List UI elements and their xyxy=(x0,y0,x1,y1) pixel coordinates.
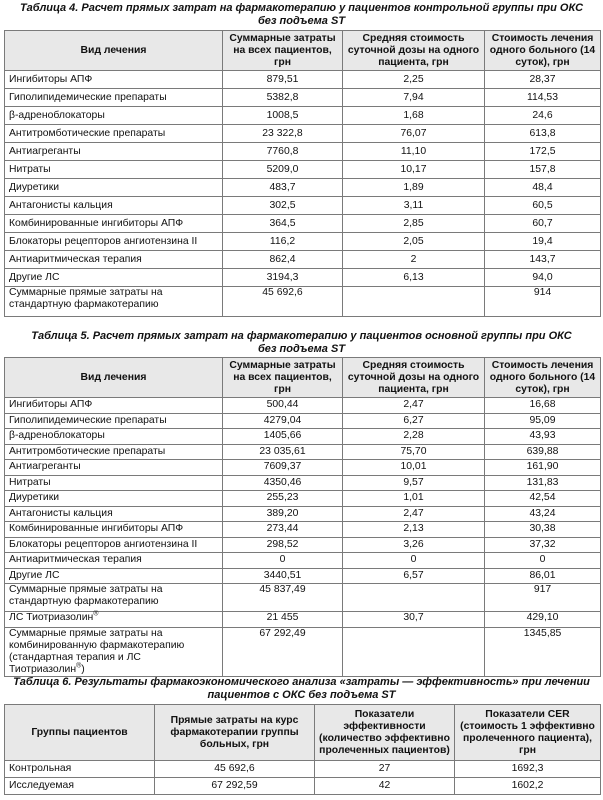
table4-cell-total: 1008,5 xyxy=(223,107,343,125)
table4-summary-row xyxy=(5,287,601,317)
table4-row xyxy=(5,197,601,215)
table6-cell-cost: 45 692,6 xyxy=(155,761,315,778)
table5-cell-treatment: Антиаритмическая терапия xyxy=(5,553,223,569)
table5-summary-total: 45 837,49 xyxy=(223,584,343,612)
table4-cell-total: 7760,8 xyxy=(223,143,343,161)
table5-cell-daily: 9,57 xyxy=(343,475,485,491)
table5-cell-total: 3440,51 xyxy=(223,568,343,584)
table5-cell-total: 1405,66 xyxy=(223,429,343,445)
table6-row xyxy=(5,761,601,778)
table5-cell-treatment: Гиполипидемические препараты xyxy=(5,413,223,429)
table5-cell-daily: 2,47 xyxy=(343,506,485,522)
table5-tiotriazolin-summary-total: 21 455 xyxy=(223,612,343,628)
table5-row xyxy=(5,398,601,414)
table4-cell-total: 483,7 xyxy=(223,179,343,197)
table4-cell-course: 24,6 xyxy=(485,107,601,125)
table4-cell-course: 613,8 xyxy=(485,125,601,143)
table4-cell-daily: 2,05 xyxy=(343,233,485,251)
table5-cell-total: 389,20 xyxy=(223,506,343,522)
table5-cell-course: 37,32 xyxy=(485,537,601,553)
table4-row xyxy=(5,233,601,251)
table5-cell-daily: 2,47 xyxy=(343,398,485,414)
table5-cell-total: 255,23 xyxy=(223,491,343,507)
table4-cell-course: 19,4 xyxy=(485,233,601,251)
table4-cell-daily: 6,13 xyxy=(343,269,485,287)
table5-cell-total: 500,44 xyxy=(223,398,343,414)
table4-summary-total: 45 692,6 xyxy=(223,287,343,317)
table5-combined-summary-label xyxy=(5,628,223,677)
table6-header-efficiency: Показатели эффективности (количество эффективно пролеченных пациентов) xyxy=(315,705,455,761)
table5-summary-label xyxy=(5,584,223,612)
table5-header-course: Стоимость лечения одного больного (14 суток), грн xyxy=(485,358,601,398)
registered-mark: ® xyxy=(76,662,82,670)
table4-cell-total: 3194,3 xyxy=(223,269,343,287)
table5-tiotriazolin-summary-daily: 30,7 xyxy=(343,612,485,628)
table5-tiotriazolin-summary-label-text: ЛС Тиотриазолин xyxy=(9,612,94,623)
table4-summary-label xyxy=(5,287,223,317)
table5-row xyxy=(5,491,601,507)
table6-row xyxy=(5,778,601,795)
table4-cell-treatment: Антиаритмическая терапия xyxy=(5,251,223,269)
table4-cell-treatment: Комбинированные ингибиторы АПФ xyxy=(5,215,223,233)
table5-cell-course: 16,68 xyxy=(485,398,601,414)
table4-summary-label-text: Суммарные прямые затраты на стандартную фармакотерапию xyxy=(9,287,163,310)
table6-cell-efficiency: 27 xyxy=(315,761,455,778)
table4-row xyxy=(5,143,601,161)
table5-caption-line2: без подъема ST xyxy=(257,343,346,355)
table4-caption-line2: без подъема ST xyxy=(257,15,346,27)
table4-header-daily: Средняя стоимость суточной дозы на одного пациента, грн xyxy=(343,31,485,71)
table5-cell-daily: 2,28 xyxy=(343,429,485,445)
table5-tiotriazolin-summary-label xyxy=(5,612,223,628)
table5-cell-treatment: Антагонисты кальция xyxy=(5,506,223,522)
table5-cell-total: 0 xyxy=(223,553,343,569)
table5-row xyxy=(5,506,601,522)
table4-header-course: Стоимость лечения одного больного (14 суток), грн xyxy=(485,31,601,71)
table5-row xyxy=(5,460,601,476)
table5-cell-daily: 6,27 xyxy=(343,413,485,429)
table5-cell-course: 95,09 xyxy=(485,413,601,429)
table4-cell-daily: 3,11 xyxy=(343,197,485,215)
table4-row xyxy=(5,215,601,233)
table5-summary-label-text: Суммарные прямые затраты на стандартную фармакотерапию xyxy=(9,584,163,607)
table4-row xyxy=(5,269,601,287)
table5-cell-treatment: Комбинированные ингибиторы АПФ xyxy=(5,522,223,538)
table5-cell-total: 23 035,61 xyxy=(223,444,343,460)
table4-cell-course: 94,0 xyxy=(485,269,601,287)
table6-cell-efficiency: 42 xyxy=(315,778,455,795)
table5-row xyxy=(5,413,601,429)
table4-cell-treatment: Диуретики xyxy=(5,179,223,197)
table4-cell-daily: 1,68 xyxy=(343,107,485,125)
table5-cell-daily: 75,70 xyxy=(343,444,485,460)
table4-row xyxy=(5,161,601,179)
table5-row xyxy=(5,553,601,569)
table4-cell-daily: 10,17 xyxy=(343,161,485,179)
table6-cell-cer: 1692,3 xyxy=(455,761,601,778)
table4-cell-treatment: Антиагреганты xyxy=(5,143,223,161)
table5-cell-treatment: Другие ЛС xyxy=(5,568,223,584)
table5-combined-summary-label-text: Суммарные прямые затраты на комбинированную фармакотерапию (стандартная терапия и ЛС Тиотриазолин xyxy=(9,628,185,675)
table5-cell-total: 4350,46 xyxy=(223,475,343,491)
table5-header-treatment: Вид лечения xyxy=(5,358,223,398)
table5-row xyxy=(5,444,601,460)
table5-cell-daily: 1,01 xyxy=(343,491,485,507)
table5-cell-daily: 2,13 xyxy=(343,522,485,538)
table6-caption-line2: пациентов с ОКС без подъема ST xyxy=(207,689,396,701)
table5-cell-treatment: Антиагреганты xyxy=(5,460,223,476)
table5-tiotriazolin-summary-course: 429,10 xyxy=(485,612,601,628)
table4-cell-course: 157,8 xyxy=(485,161,601,179)
table4-cell-treatment: β-адреноблокаторы xyxy=(5,107,223,125)
table5-row xyxy=(5,475,601,491)
table4-cell-daily: 76,07 xyxy=(343,125,485,143)
table4-row xyxy=(5,89,601,107)
table4-header-total: Суммарные затраты на всех пациентов, грн xyxy=(223,31,343,71)
table5 xyxy=(4,357,601,677)
table5-caption xyxy=(0,330,603,356)
table5-cell-course: 161,90 xyxy=(485,460,601,476)
table5-combined-summary-course: 1345,85 xyxy=(485,628,601,677)
table4-cell-treatment: Нитраты xyxy=(5,161,223,179)
table5-cell-course: 42,54 xyxy=(485,491,601,507)
table4-cell-total: 302,5 xyxy=(223,197,343,215)
table6 xyxy=(4,704,601,795)
table4-row xyxy=(5,71,601,89)
table5-cell-course: 86,01 xyxy=(485,568,601,584)
table4-cell-course: 60,5 xyxy=(485,197,601,215)
table4-cell-treatment: Гиполипидемические препараты xyxy=(5,89,223,107)
table6-cell-cer: 1602,2 xyxy=(455,778,601,795)
table5-cell-total: 7609,37 xyxy=(223,460,343,476)
table5-caption-line1: Таблица 5. Расчет прямых затрат на фармакотерапию у пациентов основной группы при ОКС xyxy=(31,330,572,342)
table4-cell-daily: 2,25 xyxy=(343,71,485,89)
table5-header-daily: Средняя стоимость суточной дозы на одного пациента, грн xyxy=(343,358,485,398)
table4-header-treatment: Вид лечения xyxy=(5,31,223,71)
table5-cell-course: 639,88 xyxy=(485,444,601,460)
table5-header-row xyxy=(5,358,601,398)
table5-cell-total: 4279,04 xyxy=(223,413,343,429)
table4-cell-course: 28,37 xyxy=(485,71,601,89)
table5-cell-daily: 0 xyxy=(343,553,485,569)
table4-caption xyxy=(0,2,603,28)
table4-cell-course: 60,7 xyxy=(485,215,601,233)
table6-cell-group: Контрольная xyxy=(5,761,155,778)
table5-combined-summary-daily xyxy=(343,628,485,677)
table4-cell-course: 114,53 xyxy=(485,89,601,107)
table4-cell-daily: 7,94 xyxy=(343,89,485,107)
table4-cell-total: 862,4 xyxy=(223,251,343,269)
table6-header-row xyxy=(5,705,601,761)
table5-cell-daily: 10,01 xyxy=(343,460,485,476)
table5-row xyxy=(5,429,601,445)
table5-cell-total: 273,44 xyxy=(223,522,343,538)
table4-cell-total: 879,51 xyxy=(223,71,343,89)
table4-row xyxy=(5,179,601,197)
table4-cell-daily: 1,89 xyxy=(343,179,485,197)
table5-cell-treatment: β-адреноблокаторы xyxy=(5,429,223,445)
table4-summary-course: 914 xyxy=(485,287,601,317)
table4-cell-total: 5382,8 xyxy=(223,89,343,107)
table4-header-row xyxy=(5,31,601,71)
table4-row xyxy=(5,107,601,125)
table4-cell-course: 48,4 xyxy=(485,179,601,197)
table4-cell-treatment: Блокаторы рецепторов ангиотензина II xyxy=(5,233,223,251)
table5-cell-course: 43,24 xyxy=(485,506,601,522)
table5-combined-summary-row xyxy=(5,628,601,677)
table5-row xyxy=(5,537,601,553)
table4-row xyxy=(5,251,601,269)
table5-tiotriazolin-summary-row xyxy=(5,612,601,628)
table4-cell-treatment: Антагонисты кальция xyxy=(5,197,223,215)
table5-cell-treatment: Диуретики xyxy=(5,491,223,507)
table5-header-total: Суммарные затраты на всех пациентов, грн xyxy=(223,358,343,398)
table5-summary-course: 917 xyxy=(485,584,601,612)
table4-cell-daily: 2,85 xyxy=(343,215,485,233)
table4-cell-treatment: Другие ЛС xyxy=(5,269,223,287)
table5-row xyxy=(5,522,601,538)
table5-cell-daily: 6,57 xyxy=(343,568,485,584)
table5-cell-course: 131,83 xyxy=(485,475,601,491)
table4-cell-course: 172,5 xyxy=(485,143,601,161)
table5-combined-summary-label-close: ) xyxy=(81,664,85,675)
table5-cell-course: 43,93 xyxy=(485,429,601,445)
table4-cell-total: 364,5 xyxy=(223,215,343,233)
registered-mark: ® xyxy=(93,610,99,618)
table4-cell-total: 116,2 xyxy=(223,233,343,251)
table4-summary-daily xyxy=(343,287,485,317)
table5-summary-daily xyxy=(343,584,485,612)
table4-cell-total: 5209,0 xyxy=(223,161,343,179)
table5-cell-treatment: Нитраты xyxy=(5,475,223,491)
table6-cell-cost: 67 292,59 xyxy=(155,778,315,795)
table4-cell-course: 143,7 xyxy=(485,251,601,269)
table4 xyxy=(4,30,601,317)
table5-cell-daily: 3,26 xyxy=(343,537,485,553)
table6-header-cer: Показатели CER (стоимость 1 эффективно пролеченного пациента), грн xyxy=(455,705,601,761)
table5-combined-summary-total: 67 292,49 xyxy=(223,628,343,677)
table4-cell-total: 23 322,8 xyxy=(223,125,343,143)
table5-cell-course: 30,38 xyxy=(485,522,601,538)
table5-summary-row xyxy=(5,584,601,612)
table5-cell-course: 0 xyxy=(485,553,601,569)
table6-header-cost: Прямые затраты на курс фармакотерапии группы больных, грн xyxy=(155,705,315,761)
table5-cell-treatment: Блокаторы рецепторов ангиотензина II xyxy=(5,537,223,553)
table6-caption-line1: Таблица 6. Результаты фармакоэкономического анализа «затраты — эффективность» при лечении xyxy=(13,676,590,688)
table4-cell-daily: 2 xyxy=(343,251,485,269)
table4-row xyxy=(5,125,601,143)
table6-caption xyxy=(0,676,603,702)
table6-cell-group: Исследуемая xyxy=(5,778,155,795)
table5-cell-treatment: Антитромботические препараты xyxy=(5,444,223,460)
table5-row xyxy=(5,568,601,584)
table6-header-group: Группы пациентов xyxy=(5,705,155,761)
table5-cell-treatment: Ингибиторы АПФ xyxy=(5,398,223,414)
table5-cell-total: 298,52 xyxy=(223,537,343,553)
table4-caption-line1: Таблица 4. Расчет прямых затрат на фармакотерапию у пациентов контрольной группы при ОКС xyxy=(19,2,584,14)
table4-cell-treatment: Ингибиторы АПФ xyxy=(5,71,223,89)
table4-cell-daily: 11,10 xyxy=(343,143,485,161)
table4-cell-treatment: Антитромботические препараты xyxy=(5,125,223,143)
